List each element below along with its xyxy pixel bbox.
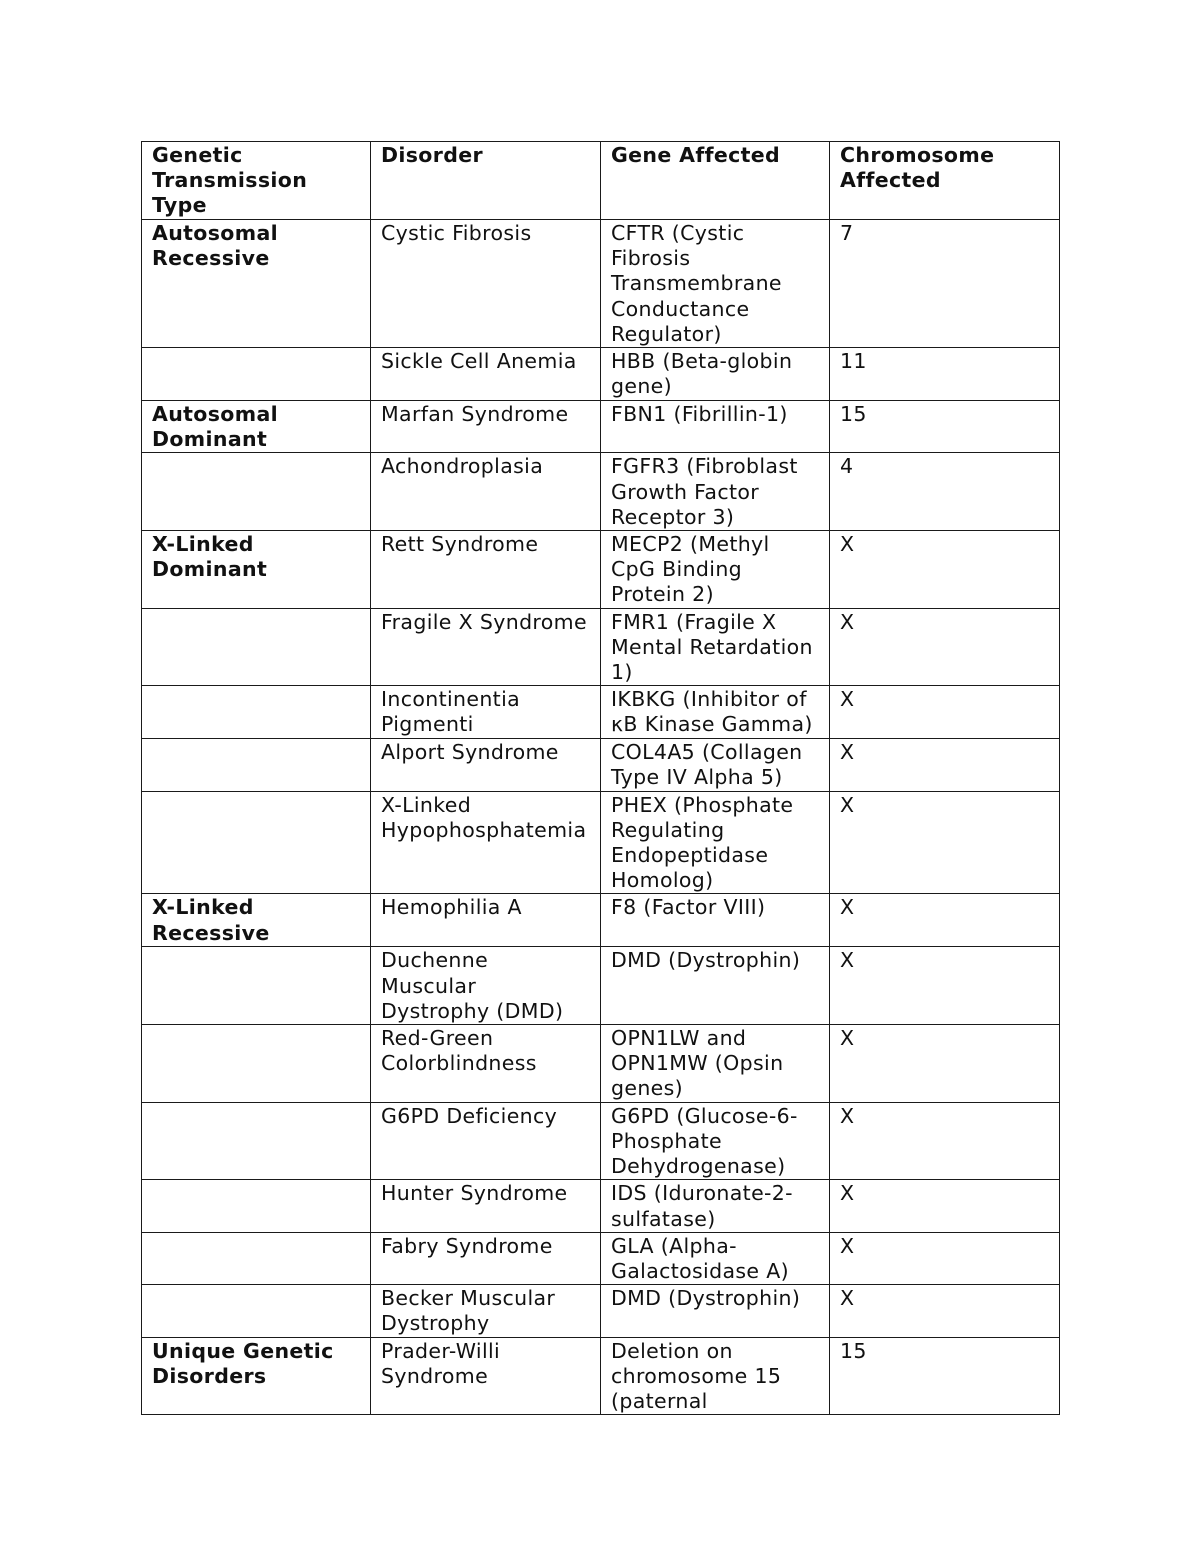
cell-chromosome: X [830,791,1060,894]
cell-disorder: Becker Muscular Dystrophy [371,1285,601,1337]
cell-chromosome: 15 [830,401,1060,453]
cell-transmission-type [142,686,371,738]
cell-gene: DMD (Dystrophin) [601,1285,830,1337]
cell-chromosome: 15 [830,1337,1060,1415]
cell-gene: IDS (Iduronate-2-sulfatase) [601,1180,830,1232]
cell-chromosome: X [830,1102,1060,1180]
cell-gene: COL4A5 (Collagen Type IV Alpha 5) [601,738,830,791]
cell-gene: MECP2 (Methyl CpG Binding Protein 2) [601,531,830,609]
cell-chromosome: X [830,608,1060,686]
table-row [142,348,1060,401]
cell-disorder: Marfan Syndrome [371,401,601,453]
cell-gene: CFTR (Cystic Fibrosis Transmembrane Conductance Regulator) [601,220,830,348]
cell-transmission-type [142,1180,371,1232]
cell-transmission-type [142,738,371,791]
cell-transmission-type: Autosomal Dominant [142,401,371,453]
table-row [142,1025,1060,1103]
header-transmission-type: Genetic Transmission Type [142,142,371,220]
cell-gene: FBN1 (Fibrillin-1) [601,401,830,453]
cell-chromosome: X [830,531,1060,609]
table-row [142,1285,1060,1337]
table-row [142,608,1060,686]
cell-transmission-type [142,348,371,401]
cell-disorder: Achondroplasia [371,453,601,531]
cell-gene: Deletion on chromosome 15 (paternal [601,1337,830,1415]
cell-transmission-type: X-Linked Dominant [142,531,371,609]
cell-chromosome: 7 [830,220,1060,348]
table-row [142,1180,1060,1232]
table-header-row [142,142,1060,220]
cell-transmission-type [142,1102,371,1180]
cell-transmission-type [142,1025,371,1103]
cell-chromosome: 11 [830,348,1060,401]
cell-disorder: Red-Green Colorblindness [371,1025,601,1103]
cell-disorder: Hunter Syndrome [371,1180,601,1232]
cell-disorder: Rett Syndrome [371,531,601,609]
table-row [142,947,1060,1025]
cell-gene: G6PD (Glucose-6-Phosphate Dehydrogenase) [601,1102,830,1180]
cell-transmission-type [142,791,371,894]
cell-chromosome: X [830,947,1060,1025]
cell-chromosome: X [830,1025,1060,1103]
cell-disorder: Cystic Fibrosis [371,220,601,348]
cell-disorder: Hemophilia A [371,894,601,947]
cell-disorder: G6PD Deficiency [371,1102,601,1180]
table-row [142,791,1060,894]
cell-gene: HBB (Beta-globin gene) [601,348,830,401]
cell-gene: PHEX (Phosphate Regulating Endopeptidase Homolog) [601,791,830,894]
genetic-disorders-table [141,141,1060,1415]
table-row [142,1337,1060,1415]
cell-disorder: Alport Syndrome [371,738,601,791]
cell-transmission-type [142,453,371,531]
table-row [142,894,1060,947]
cell-transmission-type [142,608,371,686]
cell-chromosome: X [830,686,1060,738]
cell-transmission-type [142,1232,371,1284]
table-row [142,1232,1060,1284]
cell-gene: DMD (Dystrophin) [601,947,830,1025]
table-row [142,401,1060,453]
cell-disorder: Fragile X Syndrome [371,608,601,686]
cell-disorder: X-Linked Hypophosphatemia [371,791,601,894]
cell-gene: FMR1 (Fragile X Mental Retardation 1) [601,608,830,686]
cell-transmission-type: Unique Genetic Disorders [142,1337,371,1415]
cell-disorder: Incontinentia Pigmenti [371,686,601,738]
cell-transmission-type: X-Linked Recessive [142,894,371,947]
cell-disorder: Duchenne Muscular Dystrophy (DMD) [371,947,601,1025]
cell-chromosome: X [830,894,1060,947]
cell-disorder: Fabry Syndrome [371,1232,601,1284]
table-row [142,220,1060,348]
cell-gene: FGFR3 (Fibroblast Growth Factor Receptor 3) [601,453,830,531]
table-row [142,531,1060,609]
cell-chromosome: X [830,1180,1060,1232]
table-row [142,453,1060,531]
table-row [142,738,1060,791]
cell-chromosome: 4 [830,453,1060,531]
cell-chromosome: X [830,1285,1060,1337]
cell-chromosome: X [830,738,1060,791]
cell-disorder: Prader-Willi Syndrome [371,1337,601,1415]
cell-gene: OPN1LW and OPN1MW (Opsin genes) [601,1025,830,1103]
cell-gene: IKBKG (Inhibitor of κB Kinase Gamma) [601,686,830,738]
table-row [142,1102,1060,1180]
header-gene-affected: Gene Affected [601,142,830,220]
header-disorder: Disorder [371,142,601,220]
cell-transmission-type: Autosomal Recessive [142,220,371,348]
cell-gene: F8 (Factor VIII) [601,894,830,947]
table-row [142,686,1060,738]
cell-disorder: Sickle Cell Anemia [371,348,601,401]
cell-transmission-type [142,947,371,1025]
cell-transmission-type [142,1285,371,1337]
cell-chromosome: X [830,1232,1060,1284]
cell-gene: GLA (Alpha-Galactosidase A) [601,1232,830,1284]
header-chromosome-affected: Chromosome Affected [830,142,1060,220]
